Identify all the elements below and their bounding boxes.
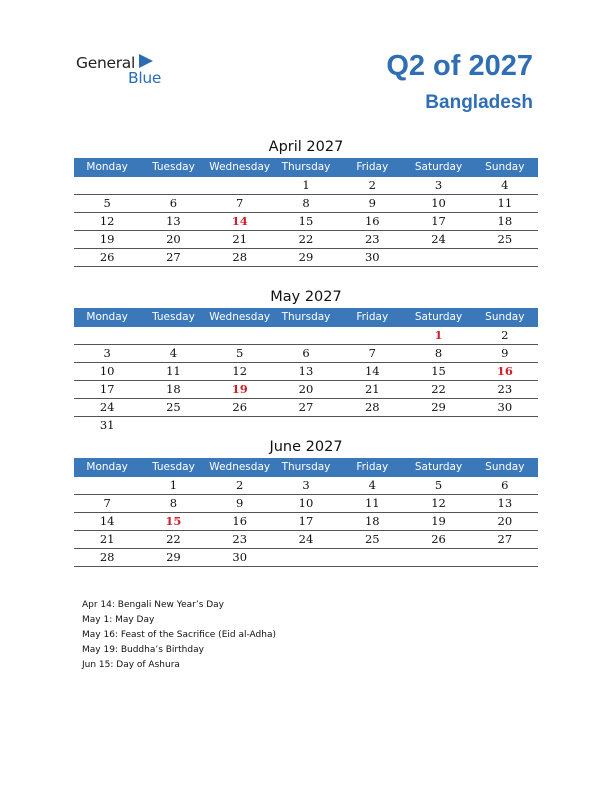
weekday-label: Thursday bbox=[281, 161, 331, 173]
day-cell: 13 bbox=[497, 496, 513, 510]
day-cell: 20 bbox=[298, 382, 314, 396]
week-row bbox=[74, 549, 538, 567]
day-cell: 12 bbox=[99, 214, 115, 228]
day-cell: 2 bbox=[501, 328, 509, 342]
week-row bbox=[74, 417, 538, 434]
day-cell: 6 bbox=[169, 196, 178, 210]
day-cell: 12 bbox=[431, 496, 446, 510]
weekday-label: Tuesday bbox=[152, 311, 195, 323]
day-cell: 4 bbox=[501, 178, 509, 192]
day-cell: 26 bbox=[431, 532, 446, 546]
day-cell: 3 bbox=[302, 478, 310, 492]
day-cell: 24 bbox=[99, 400, 115, 414]
day-cell: 16 bbox=[496, 364, 513, 378]
empty-day-cell bbox=[472, 249, 538, 266]
day-cell: 13 bbox=[166, 214, 181, 228]
holiday-note: May 16: Feast of the Sacrifice (Eid al-Adha) bbox=[82, 630, 276, 640]
empty-day-cell bbox=[339, 417, 405, 434]
empty-day-cell bbox=[405, 249, 471, 266]
empty-day-cell bbox=[207, 417, 273, 434]
day-cell: 3 bbox=[103, 346, 111, 360]
day-cell: 16 bbox=[232, 514, 248, 528]
day-cell: 20 bbox=[166, 232, 181, 246]
day-cell: 2 bbox=[368, 178, 376, 192]
day-cell: 8 bbox=[169, 496, 178, 510]
day-cell: 27 bbox=[497, 532, 513, 546]
week-row bbox=[74, 513, 538, 531]
weekday-label: Friday bbox=[356, 461, 389, 473]
day-cell: 23 bbox=[497, 382, 513, 396]
day-cell: 6 bbox=[302, 346, 310, 360]
empty-day-cell bbox=[74, 177, 140, 194]
day-cell: 19 bbox=[431, 514, 446, 528]
day-cell: 12 bbox=[232, 364, 248, 378]
month-title: April 2027 bbox=[268, 139, 344, 155]
empty-day-cell bbox=[472, 417, 538, 434]
week-row bbox=[74, 531, 538, 549]
country-name: Bangladesh bbox=[425, 92, 533, 113]
month-april bbox=[74, 136, 538, 267]
weekday-label: Thursday bbox=[281, 311, 331, 323]
weekday-label: Saturday bbox=[414, 311, 463, 323]
day-cell: 29 bbox=[298, 250, 314, 264]
day-cell: 26 bbox=[232, 400, 248, 414]
empty-day-cell bbox=[74, 477, 140, 494]
day-cell: 1 bbox=[169, 478, 178, 492]
page-title: Q2 of 2027 bbox=[386, 50, 533, 82]
day-cell: 8 bbox=[302, 196, 310, 210]
day-cell: 15 bbox=[165, 514, 182, 528]
weekday-label: Wednesday bbox=[209, 311, 271, 323]
day-cell: 17 bbox=[99, 382, 115, 396]
weekday-label: Sunday bbox=[485, 161, 525, 173]
day-cell: 31 bbox=[99, 418, 115, 432]
empty-day-cell bbox=[273, 417, 339, 434]
day-cell: 27 bbox=[166, 250, 181, 264]
flag-icon bbox=[139, 54, 153, 68]
holiday-note: May 19: Buddha’s Birthday bbox=[82, 645, 204, 655]
day-cell: 28 bbox=[364, 400, 380, 414]
weekday-label: Sunday bbox=[485, 461, 525, 473]
week-row bbox=[74, 231, 538, 249]
weekday-header bbox=[74, 458, 538, 477]
month-may bbox=[74, 286, 538, 434]
day-cell: 1 bbox=[434, 328, 443, 342]
week-rows bbox=[74, 177, 538, 267]
weekday-label: Monday bbox=[86, 461, 128, 473]
day-cell: 4 bbox=[368, 478, 376, 492]
month-title: June 2027 bbox=[269, 439, 343, 455]
empty-day-cell bbox=[207, 177, 273, 194]
day-cell: 25 bbox=[166, 400, 181, 414]
day-cell: 10 bbox=[99, 364, 115, 378]
day-cell: 30 bbox=[364, 250, 380, 264]
day-cell: 8 bbox=[434, 346, 443, 360]
day-cell: 15 bbox=[431, 364, 446, 378]
day-cell: 22 bbox=[431, 382, 446, 396]
day-cell: 14 bbox=[364, 364, 380, 378]
day-cell: 21 bbox=[364, 382, 380, 396]
week-row bbox=[74, 327, 538, 345]
day-cell: 18 bbox=[497, 214, 513, 228]
weekday-label: Friday bbox=[356, 161, 389, 173]
day-cell: 27 bbox=[298, 400, 314, 414]
week-row bbox=[74, 363, 538, 381]
weekday-label: Saturday bbox=[414, 161, 463, 173]
week-row bbox=[74, 195, 538, 213]
day-cell: 25 bbox=[497, 232, 513, 246]
holiday-note: Apr 14: Bengali New Year’s Day bbox=[82, 600, 225, 610]
holiday-note: Jun 15: Day of Ashura bbox=[82, 660, 180, 670]
weekday-label: Monday bbox=[86, 311, 128, 323]
day-cell: 1 bbox=[302, 178, 310, 192]
day-cell: 16 bbox=[364, 214, 380, 228]
day-cell: 23 bbox=[232, 532, 248, 546]
day-cell: 14 bbox=[231, 214, 248, 228]
weekday-header bbox=[74, 308, 538, 327]
empty-day-cell bbox=[273, 327, 339, 344]
day-cell: 9 bbox=[501, 346, 509, 360]
day-cell: 23 bbox=[364, 232, 380, 246]
day-cell: 7 bbox=[103, 496, 111, 510]
day-cell: 19 bbox=[99, 232, 115, 246]
day-cell: 29 bbox=[166, 550, 181, 564]
day-cell: 5 bbox=[236, 346, 244, 360]
day-cell: 13 bbox=[298, 364, 314, 378]
empty-day-cell bbox=[339, 549, 405, 566]
day-cell: 24 bbox=[298, 532, 314, 546]
weekday-label: Tuesday bbox=[152, 161, 195, 173]
day-cell: 11 bbox=[166, 364, 181, 378]
day-cell: 7 bbox=[368, 346, 376, 360]
empty-day-cell bbox=[140, 177, 206, 194]
day-cell: 18 bbox=[166, 382, 181, 396]
empty-day-cell bbox=[74, 327, 140, 344]
week-row bbox=[74, 381, 538, 399]
day-cell: 21 bbox=[232, 232, 248, 246]
day-cell: 3 bbox=[434, 178, 443, 192]
day-cell: 22 bbox=[298, 232, 314, 246]
day-cell: 29 bbox=[431, 400, 446, 414]
week-row bbox=[74, 495, 538, 513]
empty-day-cell bbox=[405, 549, 471, 566]
weekday-label: Friday bbox=[356, 311, 389, 323]
weekday-header bbox=[74, 158, 538, 177]
week-row bbox=[74, 399, 538, 417]
day-cell: 15 bbox=[298, 214, 314, 228]
weekday-label: Thursday bbox=[281, 461, 331, 473]
empty-day-cell bbox=[140, 417, 206, 434]
month-title: May 2027 bbox=[270, 289, 342, 305]
day-cell: 11 bbox=[364, 496, 380, 510]
day-cell: 19 bbox=[231, 382, 248, 396]
day-cell: 7 bbox=[236, 196, 244, 210]
month-june bbox=[74, 436, 538, 567]
day-cell: 5 bbox=[434, 478, 443, 492]
logo-blue-text: Blue bbox=[128, 69, 162, 87]
week-row bbox=[74, 477, 538, 495]
weekday-label: Wednesday bbox=[209, 461, 271, 473]
day-cell: 10 bbox=[298, 496, 314, 510]
logo-general-text: General bbox=[76, 54, 135, 72]
day-cell: 5 bbox=[103, 196, 111, 210]
day-cell: 22 bbox=[166, 532, 181, 546]
holiday-notes bbox=[82, 598, 276, 673]
day-cell: 9 bbox=[368, 196, 376, 210]
day-cell: 30 bbox=[497, 400, 513, 414]
week-row bbox=[74, 213, 538, 231]
day-cell: 17 bbox=[431, 214, 446, 228]
day-cell: 24 bbox=[431, 232, 446, 246]
day-cell: 4 bbox=[169, 346, 178, 360]
day-cell: 2 bbox=[236, 478, 244, 492]
generalblue-logo bbox=[76, 52, 176, 88]
week-rows bbox=[74, 477, 538, 567]
day-cell: 6 bbox=[501, 478, 509, 492]
empty-day-cell bbox=[207, 327, 273, 344]
weekday-label: Sunday bbox=[485, 311, 525, 323]
week-row bbox=[74, 177, 538, 195]
weekday-label: Tuesday bbox=[152, 461, 195, 473]
week-row bbox=[74, 345, 538, 363]
week-rows bbox=[74, 327, 538, 434]
empty-day-cell bbox=[339, 327, 405, 344]
day-cell: 26 bbox=[99, 250, 115, 264]
weekday-label: Saturday bbox=[414, 461, 463, 473]
day-cell: 28 bbox=[232, 250, 248, 264]
day-cell: 11 bbox=[497, 196, 513, 210]
holiday-note: May 1: May Day bbox=[82, 615, 155, 625]
day-cell: 28 bbox=[99, 550, 115, 564]
week-row bbox=[74, 249, 538, 267]
day-cell: 18 bbox=[364, 514, 380, 528]
day-cell: 10 bbox=[431, 196, 446, 210]
day-cell: 9 bbox=[236, 496, 244, 510]
empty-day-cell bbox=[273, 549, 339, 566]
day-cell: 30 bbox=[232, 550, 248, 564]
day-cell: 17 bbox=[298, 514, 314, 528]
empty-day-cell bbox=[405, 417, 471, 434]
day-cell: 20 bbox=[497, 514, 513, 528]
day-cell: 14 bbox=[99, 514, 115, 528]
weekday-label: Monday bbox=[86, 161, 128, 173]
day-cell: 21 bbox=[99, 532, 115, 546]
day-cell: 25 bbox=[364, 532, 380, 546]
empty-day-cell bbox=[472, 549, 538, 566]
weekday-label: Wednesday bbox=[209, 161, 271, 173]
empty-day-cell bbox=[140, 327, 206, 344]
